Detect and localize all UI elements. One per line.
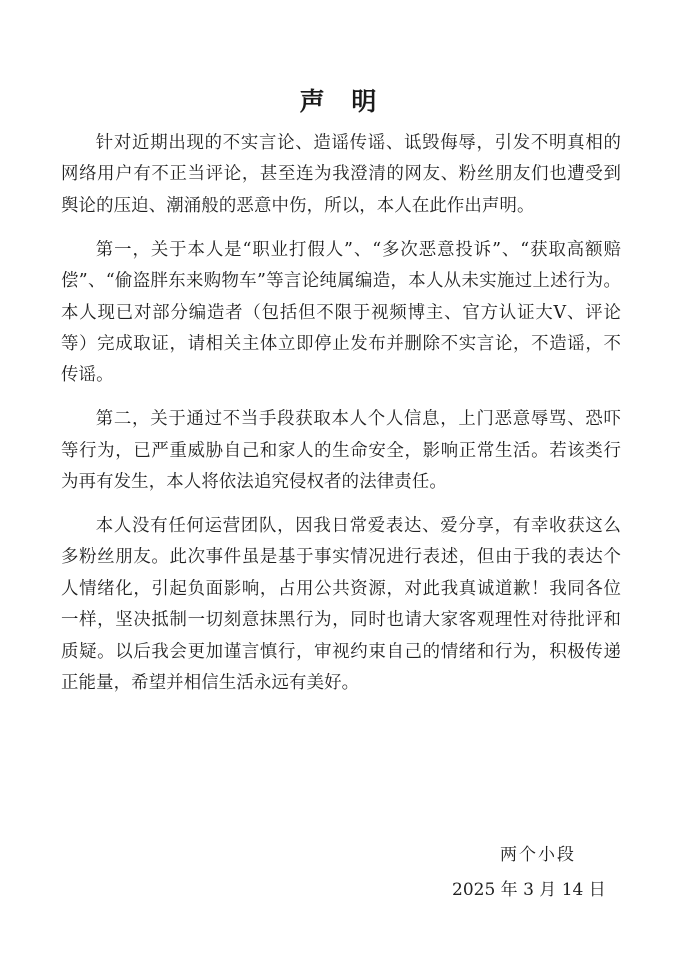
paragraph-apology: 本人没有任何运营团队，因我日常爱表达、爱分享，有幸收获这么多粉丝朋友。此次事件虽是基于事实情况进行表述，但由于我的表达个人情绪化，引起负面影响，占用公共资源，对此我真诚道歉！我同各位一样，坚决抵制一切刻意抹黑行为，同时也请大家客观理性对待批评和质疑。以后我会更加谨言慎行，审视约束自己的情绪和行为，积极传递正能量，希望并相信生活永远有美好。 xyxy=(61,515,621,693)
paragraph-second-point: 第二，关于通过不当手段获取本人个人信息，上门恶意辱骂、恐吓等行为，已严重威胁自己和家人的生命安全，影响正常生活。若该类行为再有发生，本人将依法追究侵权者的法律责任。 xyxy=(61,409,621,493)
paragraph-first-point: 第一，关于本人是“职业打假人”、“多次恶意投诉”、“获取高额赔偿”、“偷盗胖东来购物车”等言论纯属编造，本人从未实施过上述行为。本人现已对部分编造者（包括但不限于视频博主、官方认证大V、评论等）完成取证，请相关主体立即停止发布并删除不实言论，不造谣，不传谣。 xyxy=(61,239,621,386)
paragraph-intro: 针对近期出现的不实言论、造谣传谣、诋毁侮辱，引发不明真相的网络用户有不正当评论，甚至连为我澄清的网友、粉丝朋友们也遭受到舆论的压迫、潮涌般的恶意中伤，所以，本人在此作出声明。 xyxy=(61,133,621,216)
document-body xyxy=(61,128,621,712)
document-title: 声 明 xyxy=(299,87,386,116)
signature-date: 2025 年 3 月 14 日 xyxy=(452,880,606,900)
signature-name: 两个小段 xyxy=(500,845,576,865)
